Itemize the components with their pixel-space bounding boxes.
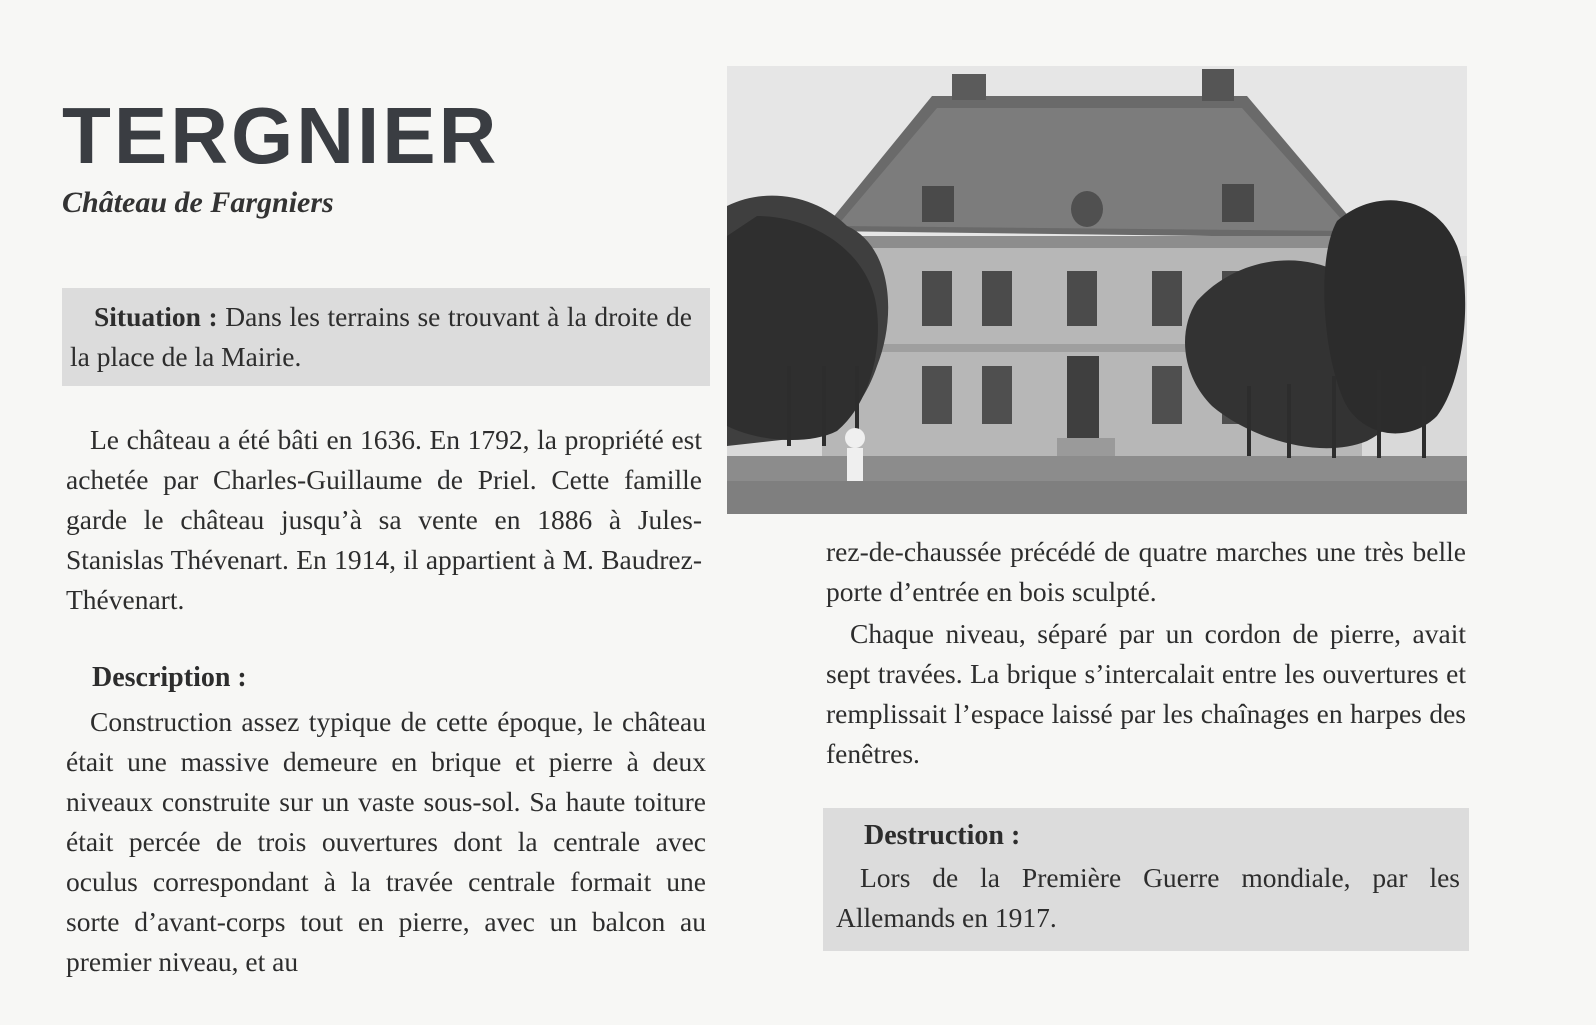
destruction-heading: Destruction : bbox=[864, 820, 1021, 851]
description-paragraph: Construction assez typique de cette époque, le château était une massive demeure en brique et pierre à deux niveaux construite sur un vaste sous-sol. Sa haute toiture était percée de trois ouvertures dont la centrale avec oculus correspondant à la travée centrale formait une sorte d’avant-corps tout en pierre, avec un balcon au premier niveau, et au bbox=[66, 706, 706, 977]
description-heading: Description : bbox=[92, 662, 247, 693]
chateau-photo bbox=[727, 66, 1467, 514]
levels-paragraph: Chaque niveau, séparé par un cordon de pierre, avait sept travées. La brique s’intercalait entre les ouvertures et remplissait l’espace laissé par les chaînages en harpes des fenêtres. bbox=[826, 618, 1466, 769]
destruction-paragraph: Lors de la Première Guerre mondiale, par les Allemands en 1917. bbox=[836, 862, 1460, 933]
history-paragraph: Le château a été bâti en 1636. En 1792, la propriété est achetée par Charles-Guillaume de Priel. Cette famille garde le château jusqu’à sa vente en 1886 à Jules-Stanislas Thévenart. En 1914, il appartient à M. Baudrez-Thévenart. bbox=[66, 424, 702, 615]
page-subtitle: Château de Fargniers bbox=[62, 186, 334, 219]
description-continuation: rez-de-chaussée précédé de quatre marches une très belle porte d’entrée en bois sculpté. bbox=[826, 536, 1466, 607]
situation-text: Dans les terrains se trouvant à la droite de la place de la Mairie. bbox=[70, 301, 692, 372]
situation-paragraph bbox=[70, 297, 692, 377]
page-title: TERGNIER bbox=[62, 91, 500, 180]
situation-label: Situation : bbox=[94, 301, 218, 332]
